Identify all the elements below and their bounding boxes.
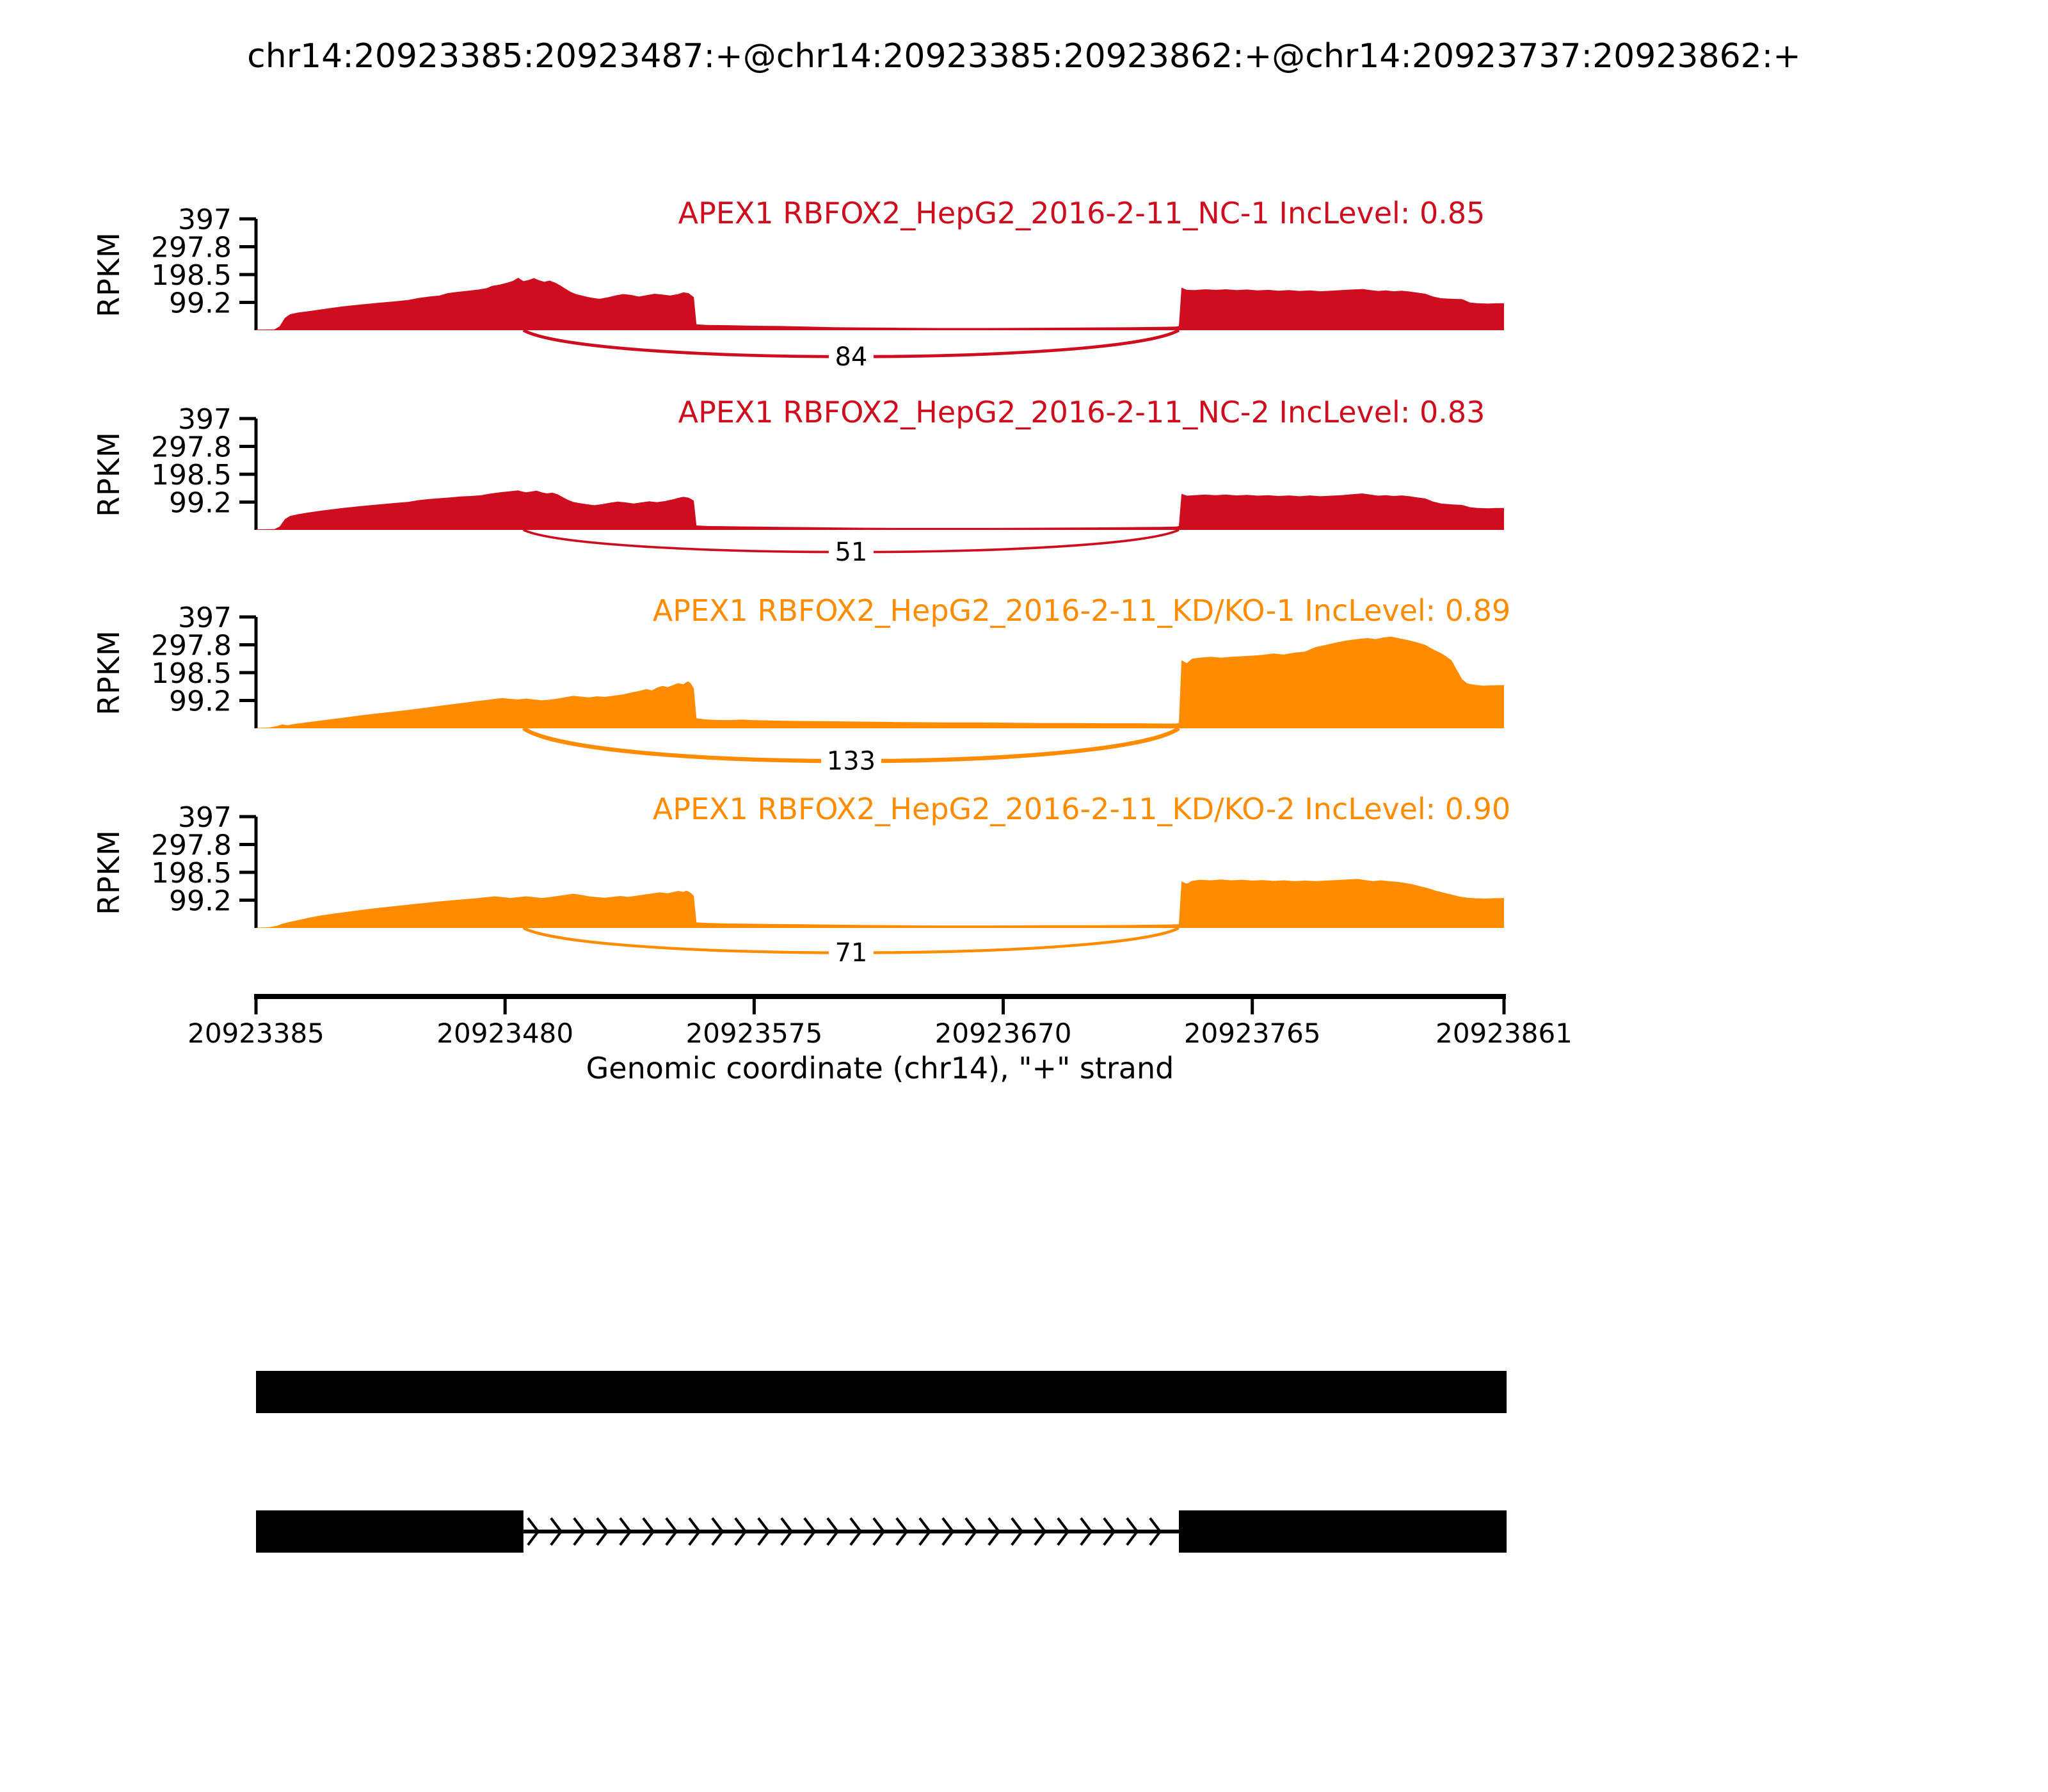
gene-model-exon [256,1371,1507,1413]
track-title-kdko2: APEX1 RBFOX2_HepG2_2016-2-11_KD/KO-2 IncLevel: 0.90 [652,792,1511,826]
x-axis [188,996,1572,1049]
y-tick-label: 99.2 [169,486,232,520]
junction-count-label: 71 [835,938,868,968]
junction-count-label: 84 [835,342,868,372]
track-title-kdko1: APEX1 RBFOX2_HepG2_2016-2-11_KD/KO-1 IncLevel: 0.89 [652,593,1511,628]
y-tick-label: 99.2 [169,287,232,320]
x-tick-label: 20923385 [188,1018,324,1049]
sashimi-track-NC-2 [151,403,1504,572]
x-axis-title: Genomic coordinate (chr14), "+" strand [586,1051,1174,1085]
y-tick-label: 198.5 [151,259,232,292]
y-tick-label: 198.5 [151,857,232,890]
y-axis-title: RPKM [92,431,126,517]
x-tick-label: 20923765 [1183,1018,1321,1049]
y-axis-title: RPKM [92,232,126,317]
figure-title: chr14:20923385:20923487:+@chr14:20923385:20923862:+@chr14:20923737:20923862:+ [247,37,1801,76]
y-tick-label: 397 [178,801,232,834]
coverage-area [256,637,1504,728]
y-tick-label: 297.8 [151,231,232,264]
y-tick-label: 297.8 [151,431,232,464]
coverage-area [256,879,1504,928]
x-tick-label: 20923861 [1436,1018,1572,1049]
sashimi-track-NC-1 [151,204,1504,376]
y-tick-label: 397 [178,602,232,634]
x-tick-label: 20923670 [934,1018,1072,1049]
gene-model-exon [256,1510,524,1553]
y-tick-label: 297.8 [151,829,232,862]
junction-count-label: 51 [835,538,868,568]
gene-model [256,1371,1507,1553]
junction-count-label: 133 [826,746,876,776]
y-tick-label: 198.5 [151,459,232,492]
gene-model-exon [1179,1510,1507,1553]
y-tick-label: 397 [178,204,232,236]
y-axis-title: RPKM [92,829,126,915]
track-title-nc2: APEX1 RBFOX2_HepG2_2016-2-11_NC-2 IncLevel: 0.83 [678,395,1485,429]
x-tick-label: 20923575 [685,1018,823,1049]
y-tick-label: 198.5 [151,657,232,690]
y-tick-label: 99.2 [169,685,232,718]
y-tick-label: 297.8 [151,629,232,662]
y-tick-label: 99.2 [169,884,232,918]
track-title-nc1: APEX1 RBFOX2_HepG2_2016-2-11_NC-1 IncLevel: 0.85 [678,196,1485,230]
coverage-area [256,278,1504,330]
coverage-area [256,490,1504,530]
y-tick-label: 397 [178,403,232,436]
sashimi-track-KD/KO-2 [151,801,1504,972]
y-axis-title: RPKM [92,630,126,716]
sashimi-track-KD/KO-1 [151,602,1504,781]
x-tick-label: 20923480 [436,1018,574,1049]
